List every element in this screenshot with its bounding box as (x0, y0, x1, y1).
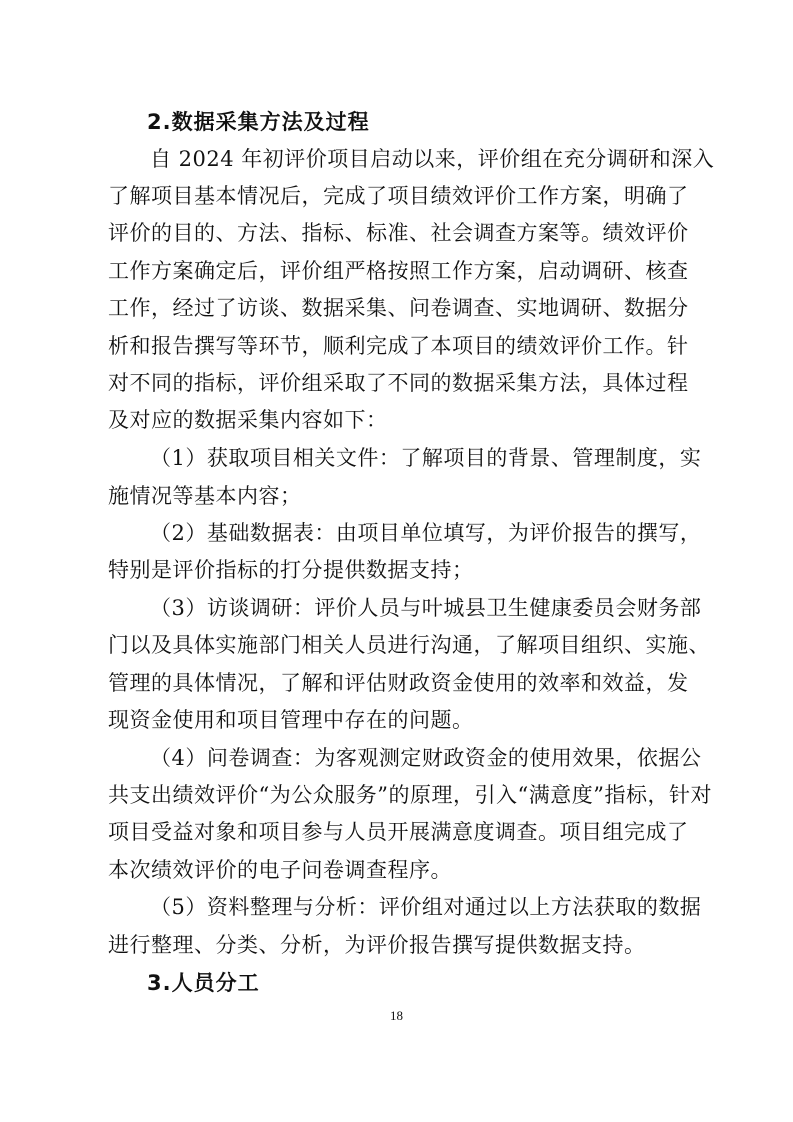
paragraph-line: 及对应的数据采集内容如下： (108, 408, 388, 432)
list-item-line: 现资金使用和项目管理中存在的问题。 (108, 708, 474, 732)
paragraph-line: 工作，经过了访谈、数据采集、问卷调查、实地调研、数据分 (108, 296, 689, 320)
page-number: 18 (390, 1008, 403, 1023)
paragraph-line: 对不同的指标，评价组采取了不同的数据采集方法，具体过程 (108, 371, 689, 395)
list-item-line: 进行整理、分类、分析，为评价报告撰写提供数据支持。 (108, 933, 646, 957)
list-item-line: 本次绩效评价的电子问卷调查程序。 (108, 858, 452, 882)
list-item-line: 施情况等基本内容； (108, 484, 302, 508)
list-item-line: （4）问卷调查：为客观测定财政资金的使用效果，依据公 (150, 746, 702, 770)
section-heading-staff: 3.人员分工 (147, 971, 260, 995)
paragraph-line: 评价的目的、方法、指标、标准、社会调查方案等。绩效评价 (108, 221, 689, 245)
paragraph-line: 工作方案确定后，评价组严格按照工作方案，启动调研、核查 (108, 259, 689, 283)
section-heading-methods: 2.数据采集方法及过程 (147, 110, 370, 134)
list-item-line: （2）基础数据表：由项目单位填写，为评价报告的撰写， (150, 521, 702, 545)
list-item-line: （1）获取项目相关文件：了解项目的背景、管理制度，实 (150, 446, 702, 470)
list-item-line: （3）访谈调研：评价人员与叶城县卫生健康委员会财务部 (150, 596, 702, 620)
list-item-line: （5）资料整理与分析：评价组对通过以上方法获取的数据 (150, 895, 702, 919)
list-item-line: 管理的具体情况，了解和评估财政资金使用的效率和效益，发 (108, 671, 689, 695)
list-item-line: 门以及具体实施部门相关人员进行沟通，了解项目组织、实施、 (108, 633, 710, 657)
paragraph-line: 了解项目基本情况后，完成了项目绩效评价工作方案，明确了 (108, 184, 689, 208)
list-item-line: 项目受益对象和项目参与人员开展满意度调查。项目组完成了 (108, 820, 689, 844)
paragraph-line: 析和报告撰写等环节，顺利完成了本项目的绩效评价工作。针 (108, 334, 689, 358)
list-item-line: 特别是评价指标的打分提供数据支持； (108, 558, 474, 582)
paragraph-line: 自 2024 年初评价项目启动以来，评价组在充分调研和深入 (150, 147, 715, 171)
list-item-line: 共支出绩效评价“为公众服务”的原理，引入“满意度”指标，针对 (108, 783, 712, 807)
